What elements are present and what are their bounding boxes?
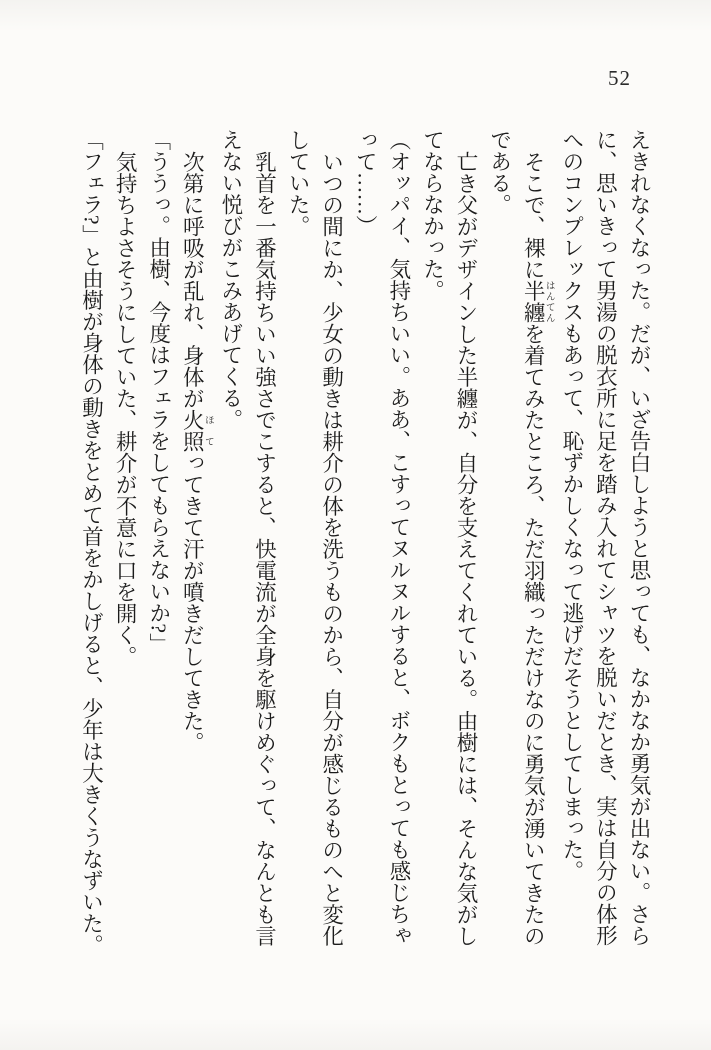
paragraph: 次第に呼吸が乱れ、身体が火照ほてってきて汗が噴きだしてきた。 [180, 150, 214, 753]
page-number: 52 [608, 66, 631, 90]
paragraph: 気持ちよさそうにしていた、耕介が不意に口を開く。 [113, 150, 138, 667]
paragraph: 「ううっ。由樹、今度はフェラをしてもらえないか?」 [146, 129, 171, 655]
paragraph: （オッパイ、気持ちいい。ああ、こすってヌルヌルすると、ボクもとっても感じちゃって……） [353, 129, 411, 946]
furigana-ruby: 半纏はんてん [521, 279, 555, 323]
furigana-text: はんてん [543, 279, 555, 323]
paragraph: 「フェラ?」と由樹が身体の動きをとめて首をかしげると、少年は大きくうなずいた。 [79, 129, 104, 956]
paragraph: 亡き父がデザインした半纏が、自分を支えてくれている。由樹には、そんな気がしてならなかった。 [420, 129, 479, 946]
furigana-text: ほて [202, 408, 214, 452]
paragraph: えきれなくなった。だが、いざ告白しようと思っても、なかなか勇気が出ない。さらに、思いきって男湯の脱衣所に足を踏み入れてシャツを脱いだとき、実は自分の体形へのコンプレックスもあって、恥ずかしくなって逃げだそうとしてしまった。 [559, 129, 651, 946]
furigana-ruby: 火照ほて [180, 408, 214, 452]
paragraph: いつの間にか、少女の動きは耕介の体を洗うものから、自分が感じるものへと変化していた。 [286, 129, 344, 946]
body-text [74, 129, 655, 960]
paragraph: そこで、裸に半纏はんてんを着てみたところ、ただ羽織っただけなのに勇気が湧いてきたのである。 [487, 129, 555, 946]
paragraph: 乳首を一番気持ちいい強さでこすると、快電流が全身を駆けめぐって、なんとも言えない悦びがこみあげてくる。 [218, 129, 277, 946]
